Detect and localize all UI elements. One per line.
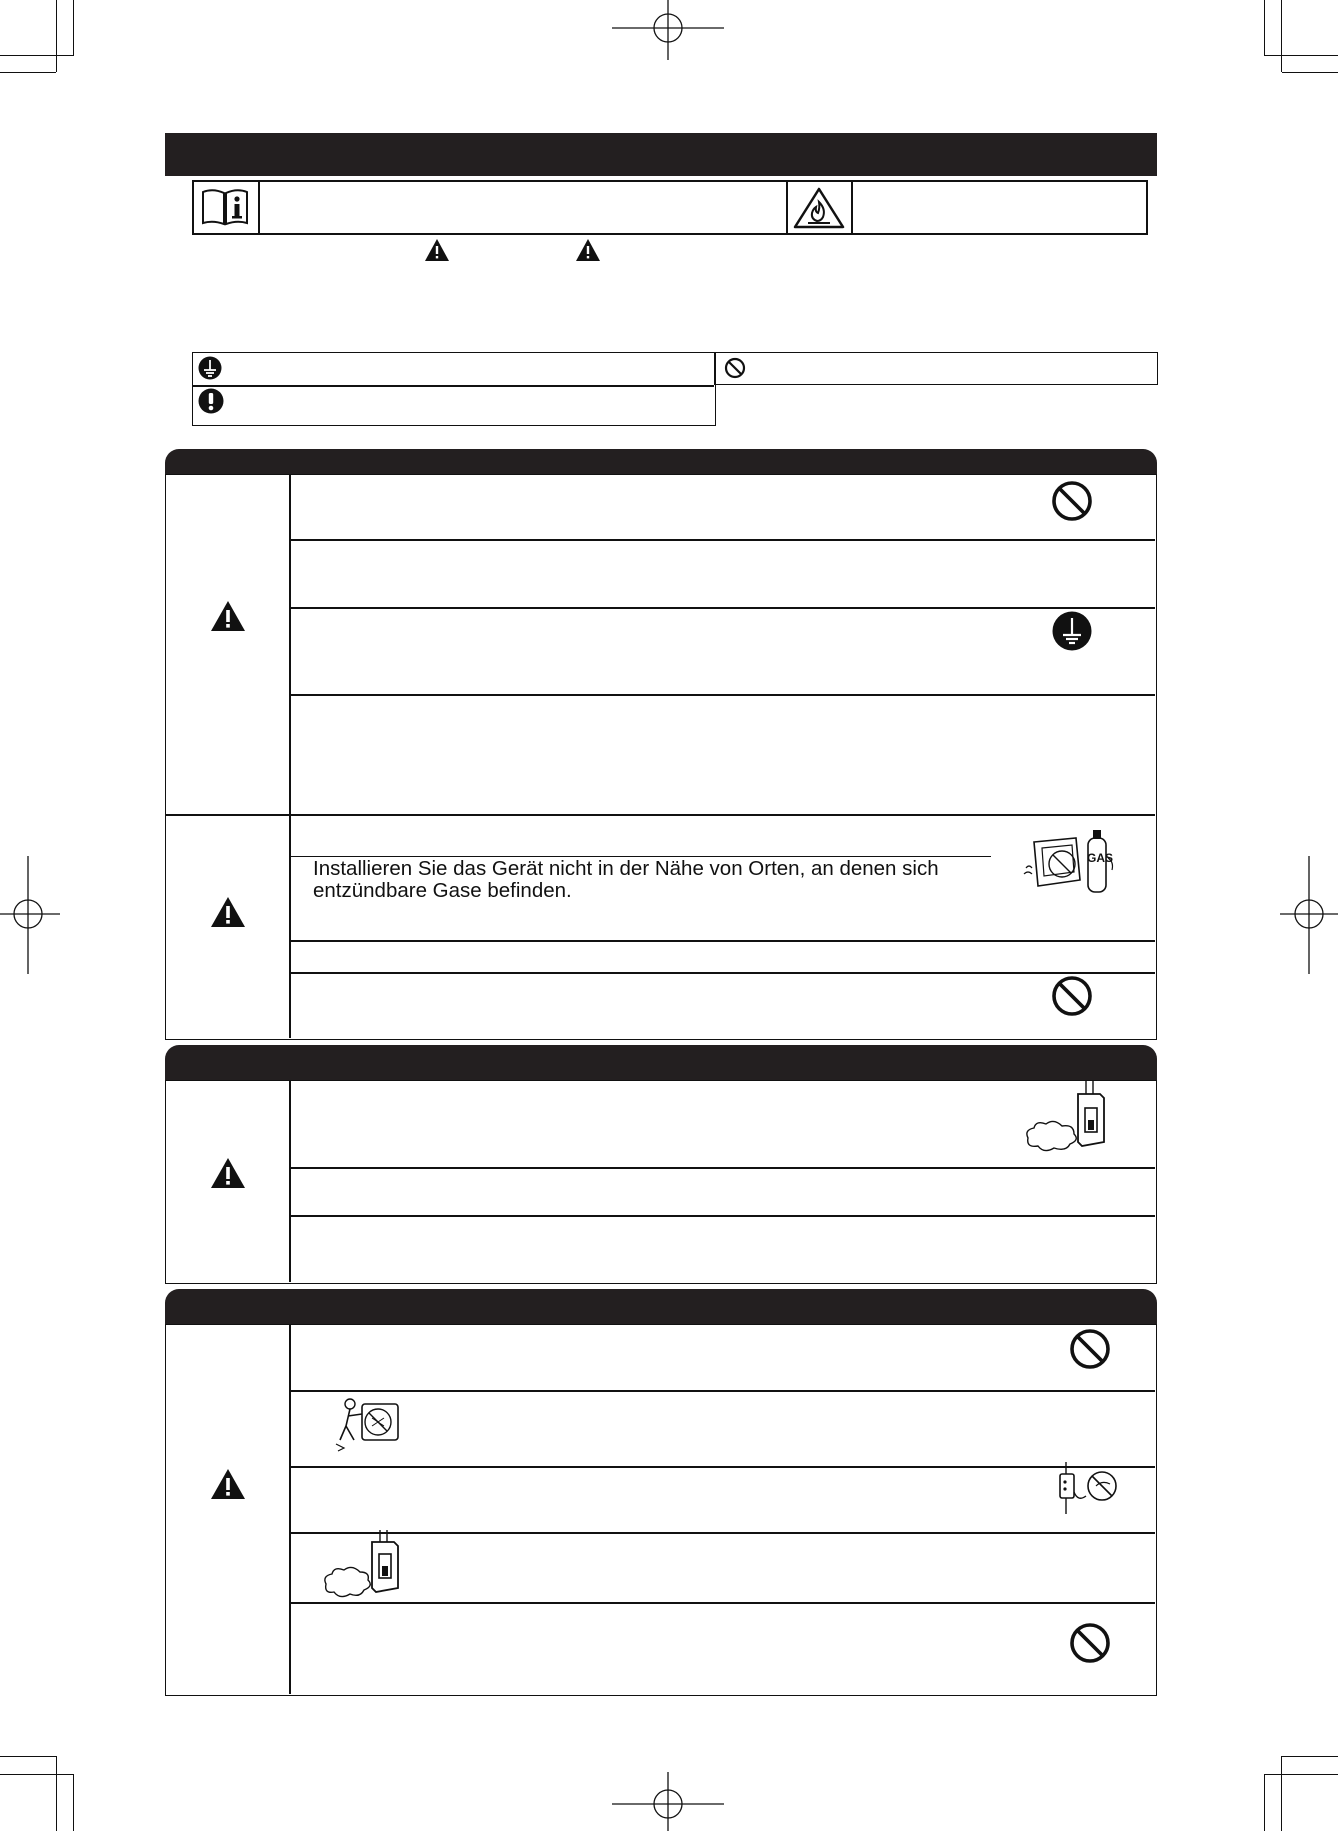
earth-ground-icon bbox=[1052, 611, 1092, 651]
divider bbox=[289, 1325, 291, 1694]
earth-ground-icon bbox=[198, 356, 222, 380]
section-2-table bbox=[165, 1080, 1157, 1284]
crop-mark-icon bbox=[0, 1756, 56, 1757]
section-3-table bbox=[165, 1324, 1157, 1696]
divider bbox=[289, 1532, 1155, 1534]
section-1-table bbox=[165, 474, 1157, 1040]
warning-triangle-icon bbox=[210, 1468, 246, 1500]
gas-cylinder-illustration bbox=[1022, 828, 1118, 898]
registration-mark-icon bbox=[0, 856, 60, 974]
gas-label: GAS bbox=[1087, 851, 1114, 865]
mandatory-exclamation-icon bbox=[198, 388, 224, 414]
crop-mark-icon bbox=[73, 0, 74, 56]
flammable-warning-icon bbox=[793, 186, 845, 230]
section-3-header bbox=[165, 1289, 1157, 1325]
crop-mark-icon bbox=[1264, 55, 1338, 56]
divider bbox=[289, 972, 1155, 974]
prohibition-icon bbox=[1051, 480, 1093, 522]
symbol-legend-box bbox=[192, 180, 1148, 235]
circuit-breaker-illustration bbox=[1022, 1080, 1126, 1158]
crop-mark-icon bbox=[56, 1756, 57, 1831]
divider bbox=[166, 814, 290, 816]
prohibition-icon bbox=[724, 357, 746, 379]
crop-mark-icon bbox=[0, 72, 56, 73]
warning-triangle-icon bbox=[210, 600, 246, 632]
crop-mark-icon bbox=[0, 55, 74, 56]
divider bbox=[193, 385, 714, 387]
crop-mark-icon bbox=[73, 1774, 74, 1831]
divider bbox=[851, 182, 853, 233]
prohibition-icon bbox=[1069, 1328, 1111, 1370]
warning-triangle-icon bbox=[575, 238, 601, 262]
divider bbox=[289, 940, 1155, 942]
person-fan-illustration bbox=[332, 1396, 402, 1452]
divider bbox=[786, 182, 788, 233]
divider bbox=[289, 1167, 1155, 1169]
divider bbox=[289, 1466, 1155, 1468]
divider bbox=[289, 694, 1155, 696]
crop-mark-icon bbox=[1281, 0, 1282, 72]
crop-mark-icon bbox=[56, 0, 57, 72]
registration-mark-icon bbox=[608, 1772, 728, 1831]
crop-mark-icon bbox=[1264, 1774, 1265, 1831]
divider bbox=[289, 814, 1155, 816]
divider bbox=[289, 475, 291, 1038]
section-2-header bbox=[165, 1045, 1157, 1081]
crop-mark-icon bbox=[1282, 1756, 1338, 1757]
divider bbox=[258, 182, 260, 233]
crop-mark-icon bbox=[1264, 0, 1265, 56]
divider bbox=[289, 1081, 291, 1282]
divider bbox=[289, 607, 1155, 609]
pictogram-table-left bbox=[192, 352, 716, 426]
warning-triangle-icon bbox=[424, 238, 450, 262]
page-title-bar bbox=[165, 133, 1157, 176]
prohibition-icon bbox=[1069, 1622, 1111, 1664]
pictogram-table-right bbox=[714, 352, 1158, 385]
crop-mark-icon bbox=[1281, 1756, 1282, 1831]
crop-mark-icon bbox=[0, 1774, 74, 1775]
warning-triangle-icon bbox=[210, 1157, 246, 1189]
divider bbox=[289, 1215, 1155, 1217]
divider bbox=[289, 1390, 1155, 1392]
crop-mark-icon bbox=[1264, 1774, 1338, 1775]
registration-mark-icon bbox=[1280, 856, 1338, 974]
crop-mark-icon bbox=[1282, 72, 1338, 73]
registration-mark-icon bbox=[608, 0, 728, 60]
section-1-header bbox=[165, 449, 1157, 475]
prohibition-icon bbox=[1051, 975, 1093, 1017]
warning-triangle-icon bbox=[210, 896, 246, 928]
plug-socket-illustration bbox=[1056, 1462, 1126, 1518]
divider bbox=[289, 1602, 1155, 1604]
divider bbox=[289, 539, 1155, 541]
manual-info-icon bbox=[199, 186, 251, 228]
circuit-breaker-illustration bbox=[320, 1530, 416, 1602]
installation-warning-text: Installieren Sie das Gerät nicht in der Nähe von Orten, an denen sich entzündbare Gase befinden. bbox=[313, 857, 939, 902]
